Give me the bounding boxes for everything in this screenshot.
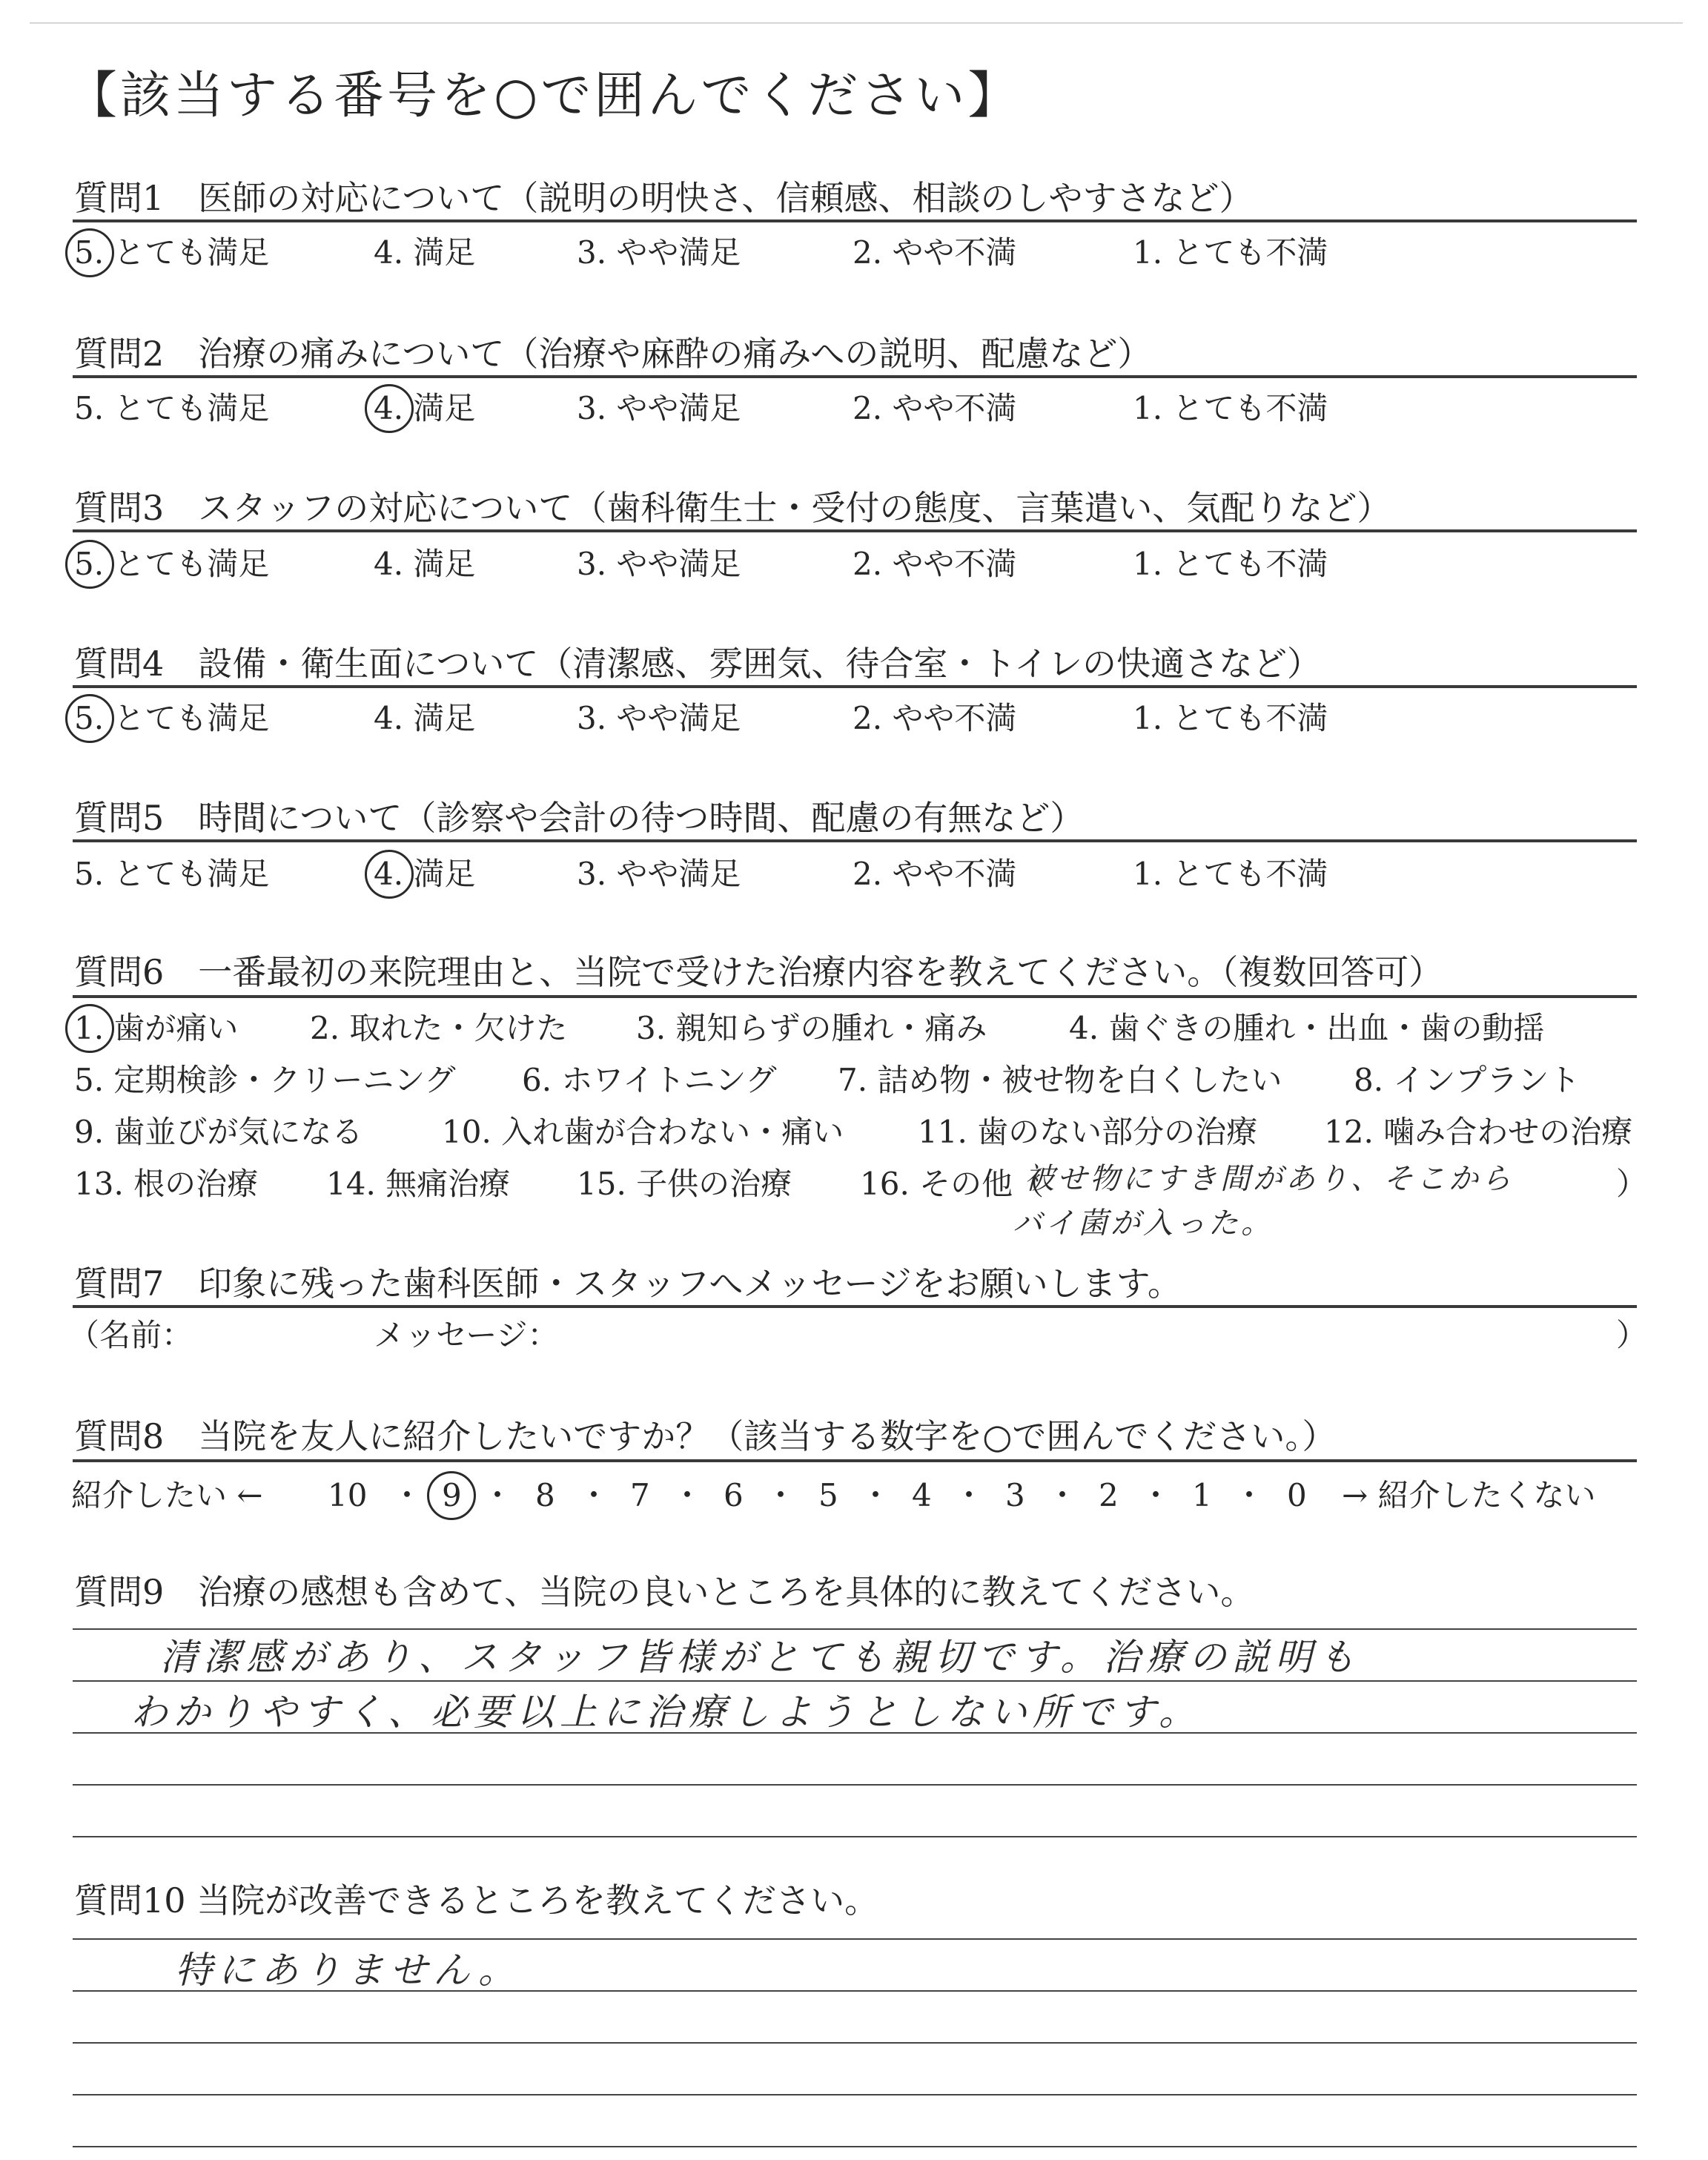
q5-option-2-label: 2. やや不満 [853, 856, 1017, 892]
q6-item-15-label: 15. 子供の治療 [577, 1166, 792, 1202]
q1-option-4-label: 4. 満足 [374, 234, 476, 271]
q8-right-label: → 紹介したくない [1342, 1477, 1596, 1513]
q1-option-1[interactable] [1133, 234, 1328, 271]
q3-option-4[interactable] [374, 546, 476, 582]
q10-title: 質問10 当院が改善できるところを教えてください。 [74, 1880, 879, 1920]
q8-separator: ・ [860, 1477, 892, 1513]
q5-rule [73, 839, 1637, 842]
q6-item-2[interactable] [310, 1010, 568, 1046]
q8-score-9[interactable] [442, 1477, 462, 1513]
q4-option-1[interactable] [1133, 700, 1328, 736]
q6-item-4-label: 4. 歯ぐきの腫れ・出血・歯の動揺 [1069, 1010, 1545, 1046]
q6-item-8[interactable] [1354, 1062, 1580, 1098]
q8-separator: ・ [1047, 1477, 1079, 1513]
q4-option-3-label: 3. やや満足 [577, 700, 741, 736]
q8-score-2[interactable]: 2 [1099, 1477, 1119, 1513]
q6-item-1-label: 1. 歯が痛い [74, 1010, 239, 1046]
q9-answer-line [73, 1836, 1637, 1837]
q10-answer-line [73, 2094, 1637, 2095]
q8-score-5[interactable]: 5 [818, 1477, 838, 1513]
q8-score-8[interactable]: 8 [535, 1477, 555, 1513]
q6-item-6-label: 6. ホワイトニング [522, 1062, 777, 1098]
q8-separator: ・ [578, 1477, 610, 1513]
q8-score-0[interactable]: 0 [1287, 1477, 1307, 1513]
selection-circle [365, 384, 414, 433]
q6-item-7-label: 7. 詰め物・被せ物を白くしたい [838, 1062, 1282, 1098]
q3-option-5-label: 5. とても満足 [74, 546, 270, 582]
q4-option-4-label: 4. 満足 [374, 700, 476, 736]
q2-option-5[interactable] [74, 390, 270, 426]
q5-option-2[interactable] [853, 856, 1017, 892]
q8-score-1[interactable]: 1 [1192, 1477, 1212, 1513]
q4-option-2[interactable] [853, 700, 1017, 736]
q6-item-9[interactable] [74, 1114, 363, 1150]
q4-rule [73, 685, 1637, 688]
q6-item-12[interactable] [1324, 1114, 1633, 1150]
q5-option-3[interactable] [577, 856, 741, 892]
q10-handwriting-line1: 特にありません。 [175, 1949, 521, 1992]
q2-option-1[interactable] [1133, 390, 1328, 426]
q1-option-2-label: 2. やや不満 [853, 234, 1017, 271]
q6-item-16[interactable] [860, 1166, 1045, 1202]
q8-score-3[interactable]: 3 [1005, 1477, 1025, 1513]
q7-message-label: メッセージ： [374, 1317, 559, 1353]
q2-option-2-label: 2. やや不満 [853, 390, 1017, 426]
q10-answer-line [73, 2146, 1637, 2147]
q5-option-1-label: 1. とても不満 [1133, 856, 1328, 892]
q8-separator: ・ [482, 1477, 514, 1513]
q1-option-3-label: 3. やや満足 [577, 234, 741, 271]
q2-option-4-label: 4. 満足 [374, 390, 476, 426]
q8-score-7[interactable]: 7 [630, 1477, 650, 1513]
q6-item-3-label: 3. 親知らずの腫れ・痛み [636, 1010, 987, 1046]
q1-option-4[interactable] [374, 234, 476, 271]
q3-option-2-label: 2. やや不満 [853, 546, 1017, 582]
q6-item-6[interactable] [522, 1062, 777, 1098]
q2-option-4[interactable] [374, 390, 476, 426]
q4-option-5-label: 5. とても満足 [74, 700, 270, 736]
q2-option-3[interactable] [577, 390, 741, 426]
q6-rule [73, 995, 1637, 998]
q5-option-5-label: 5. とても満足 [74, 856, 270, 892]
q6-item-4[interactable] [1069, 1010, 1545, 1046]
top-border [30, 22, 1683, 24]
selection-circle [365, 850, 414, 899]
q6-other-close-paren: ） [1616, 1166, 1648, 1202]
form-instruction-header: 【該当する番号を○で囲んでください】 [67, 67, 1022, 125]
q2-option-5-label: 5. とても満足 [74, 390, 270, 426]
q8-separator: ・ [1234, 1477, 1265, 1513]
q6-item-8-label: 8. インプラント [1354, 1062, 1580, 1098]
q5-option-1[interactable] [1133, 856, 1328, 892]
q6-item-7[interactable] [838, 1062, 1282, 1098]
q8-rule [73, 1459, 1637, 1462]
q4-option-3[interactable] [577, 700, 741, 736]
q2-title: 質問2 治療の痛みについて（治療や麻酔の痛みへの説明、配慮など） [74, 334, 1152, 374]
q7-close-paren: ） [1616, 1317, 1648, 1353]
q6-item-2-label: 2. 取れた・欠けた [310, 1010, 568, 1046]
q3-option-2[interactable] [853, 546, 1017, 582]
selection-circle [65, 1004, 114, 1053]
q6-item-5[interactable] [74, 1062, 456, 1098]
q4-option-1-label: 1. とても不満 [1133, 700, 1328, 736]
q9-title: 質問9 治療の感想も含めて、当院の良いところを具体的に教えてください。 [74, 1572, 1255, 1612]
q6-item-11[interactable] [918, 1114, 1258, 1150]
q1-option-3[interactable] [577, 234, 741, 271]
q8-separator: ・ [672, 1477, 704, 1513]
q8-score-6[interactable]: 6 [724, 1477, 744, 1513]
q5-option-5[interactable] [74, 856, 270, 892]
q9-handwriting-line2: わかりやすく、必要以上に治療しようとしない所です。 [130, 1691, 1202, 1734]
q10-answer-line [73, 2042, 1637, 2044]
q1-rule [73, 219, 1637, 222]
q6-item-14[interactable] [326, 1166, 511, 1202]
q1-option-1-label: 1. とても不満 [1133, 234, 1328, 271]
q4-option-5[interactable] [74, 700, 270, 736]
q9-answer-line [73, 1628, 1637, 1630]
q3-title: 質問3 スタッフの対応について（歯科衛生士・受付の態度、言葉遣い、気配りなど） [74, 488, 1391, 528]
q6-item-14-label: 14. 無痛治療 [326, 1166, 511, 1202]
selection-circle [65, 540, 114, 589]
q5-option-4[interactable] [374, 856, 476, 892]
q5-title: 質問5 時間について（診察や会計の待つ時間、配慮の有無など） [74, 798, 1085, 838]
q2-option-3-label: 3. やや満足 [577, 390, 741, 426]
q3-option-1[interactable] [1133, 546, 1328, 582]
q6-item-12-label: 12. 噛み合わせの治療 [1324, 1114, 1633, 1150]
q8-score-9-label: 9 [442, 1477, 462, 1513]
q8-score-10[interactable]: 10 [328, 1477, 368, 1513]
q5-option-3-label: 3. やや満足 [577, 856, 741, 892]
q1-option-5[interactable] [74, 234, 270, 271]
selection-circle [427, 1471, 476, 1520]
q7-title: 質問7 印象に残った歯科医師・スタッフへメッセージをお願いします。 [74, 1264, 1182, 1304]
q6-item-13-label: 13. 根の治療 [74, 1166, 259, 1202]
q6-item-5-label: 5. 定期検診・クリーニング [74, 1062, 456, 1098]
q7-rule [73, 1305, 1637, 1308]
q6-item-13[interactable] [74, 1166, 259, 1202]
q1-option-5-label: 5. とても満足 [74, 234, 270, 271]
q8-separator: ・ [765, 1477, 797, 1513]
q6-item-16-label: 16. その他（ [860, 1166, 1045, 1202]
q6-item-9-label: 9. 歯並びが気になる [74, 1114, 363, 1150]
q8-separator: ・ [953, 1477, 985, 1513]
q7-name-label: （名前： [68, 1317, 193, 1353]
q6-item-10[interactable] [442, 1114, 844, 1150]
q2-option-1-label: 1. とても不満 [1133, 390, 1328, 426]
q6-item-1[interactable] [74, 1010, 239, 1046]
q1-title: 質問1 医師の対応について（説明の明快さ、信頼感、相談のしやすさなど） [74, 178, 1254, 218]
q3-option-3[interactable] [577, 546, 741, 582]
q6-other-handwriting-line2: バイ菌が入った。 [1013, 1206, 1274, 1241]
q8-score-4[interactable]: 4 [912, 1477, 932, 1513]
q3-rule [73, 529, 1637, 532]
q6-item-11-label: 11. 歯のない部分の治療 [918, 1114, 1258, 1150]
q3-option-5[interactable] [74, 546, 270, 582]
q2-option-2[interactable] [853, 390, 1017, 426]
q6-title: 質問6 一番最初の来院理由と、当院で受けた治療内容を教えてください。（複数回答可） [74, 952, 1443, 992]
q4-title: 質問4 設備・衛生面について（清潔感、雰囲気、待合室・トイレの快適さなど） [74, 644, 1322, 684]
q4-option-4[interactable] [374, 700, 476, 736]
q4-option-2-label: 2. やや不満 [853, 700, 1017, 736]
q6-item-15[interactable] [577, 1166, 792, 1202]
q6-item-10-label: 10. 入れ歯が合わない・痛い [442, 1114, 844, 1150]
selection-circle [65, 228, 114, 277]
q5-option-4-label: 4. 満足 [374, 856, 476, 892]
q8-title: 質問8 当院を友人に紹介したいですか？（該当する数字を○で囲んでください。） [74, 1416, 1337, 1456]
q1-option-2[interactable] [853, 234, 1017, 271]
q8-separator: ・ [391, 1477, 423, 1513]
q8-left-label: 紹介したい ← [71, 1477, 263, 1513]
q3-option-3-label: 3. やや満足 [577, 546, 741, 582]
q9-answer-line [73, 1680, 1637, 1682]
q9-answer-line [73, 1784, 1637, 1786]
q9-handwriting-line1: 清潔感があり、スタッフ皆様がとても親切です。治療の説明も [160, 1636, 1361, 1679]
q3-option-1-label: 1. とても不満 [1133, 546, 1328, 582]
selection-circle [65, 694, 114, 743]
q10-answer-line [73, 1938, 1637, 1940]
q8-separator: ・ [1140, 1477, 1172, 1513]
q6-item-3[interactable] [636, 1010, 987, 1046]
q3-option-4-label: 4. 満足 [374, 546, 476, 582]
q6-other-handwriting-line1: 被せ物にすき間があり、そこから [1025, 1162, 1514, 1196]
q2-rule [73, 375, 1637, 378]
